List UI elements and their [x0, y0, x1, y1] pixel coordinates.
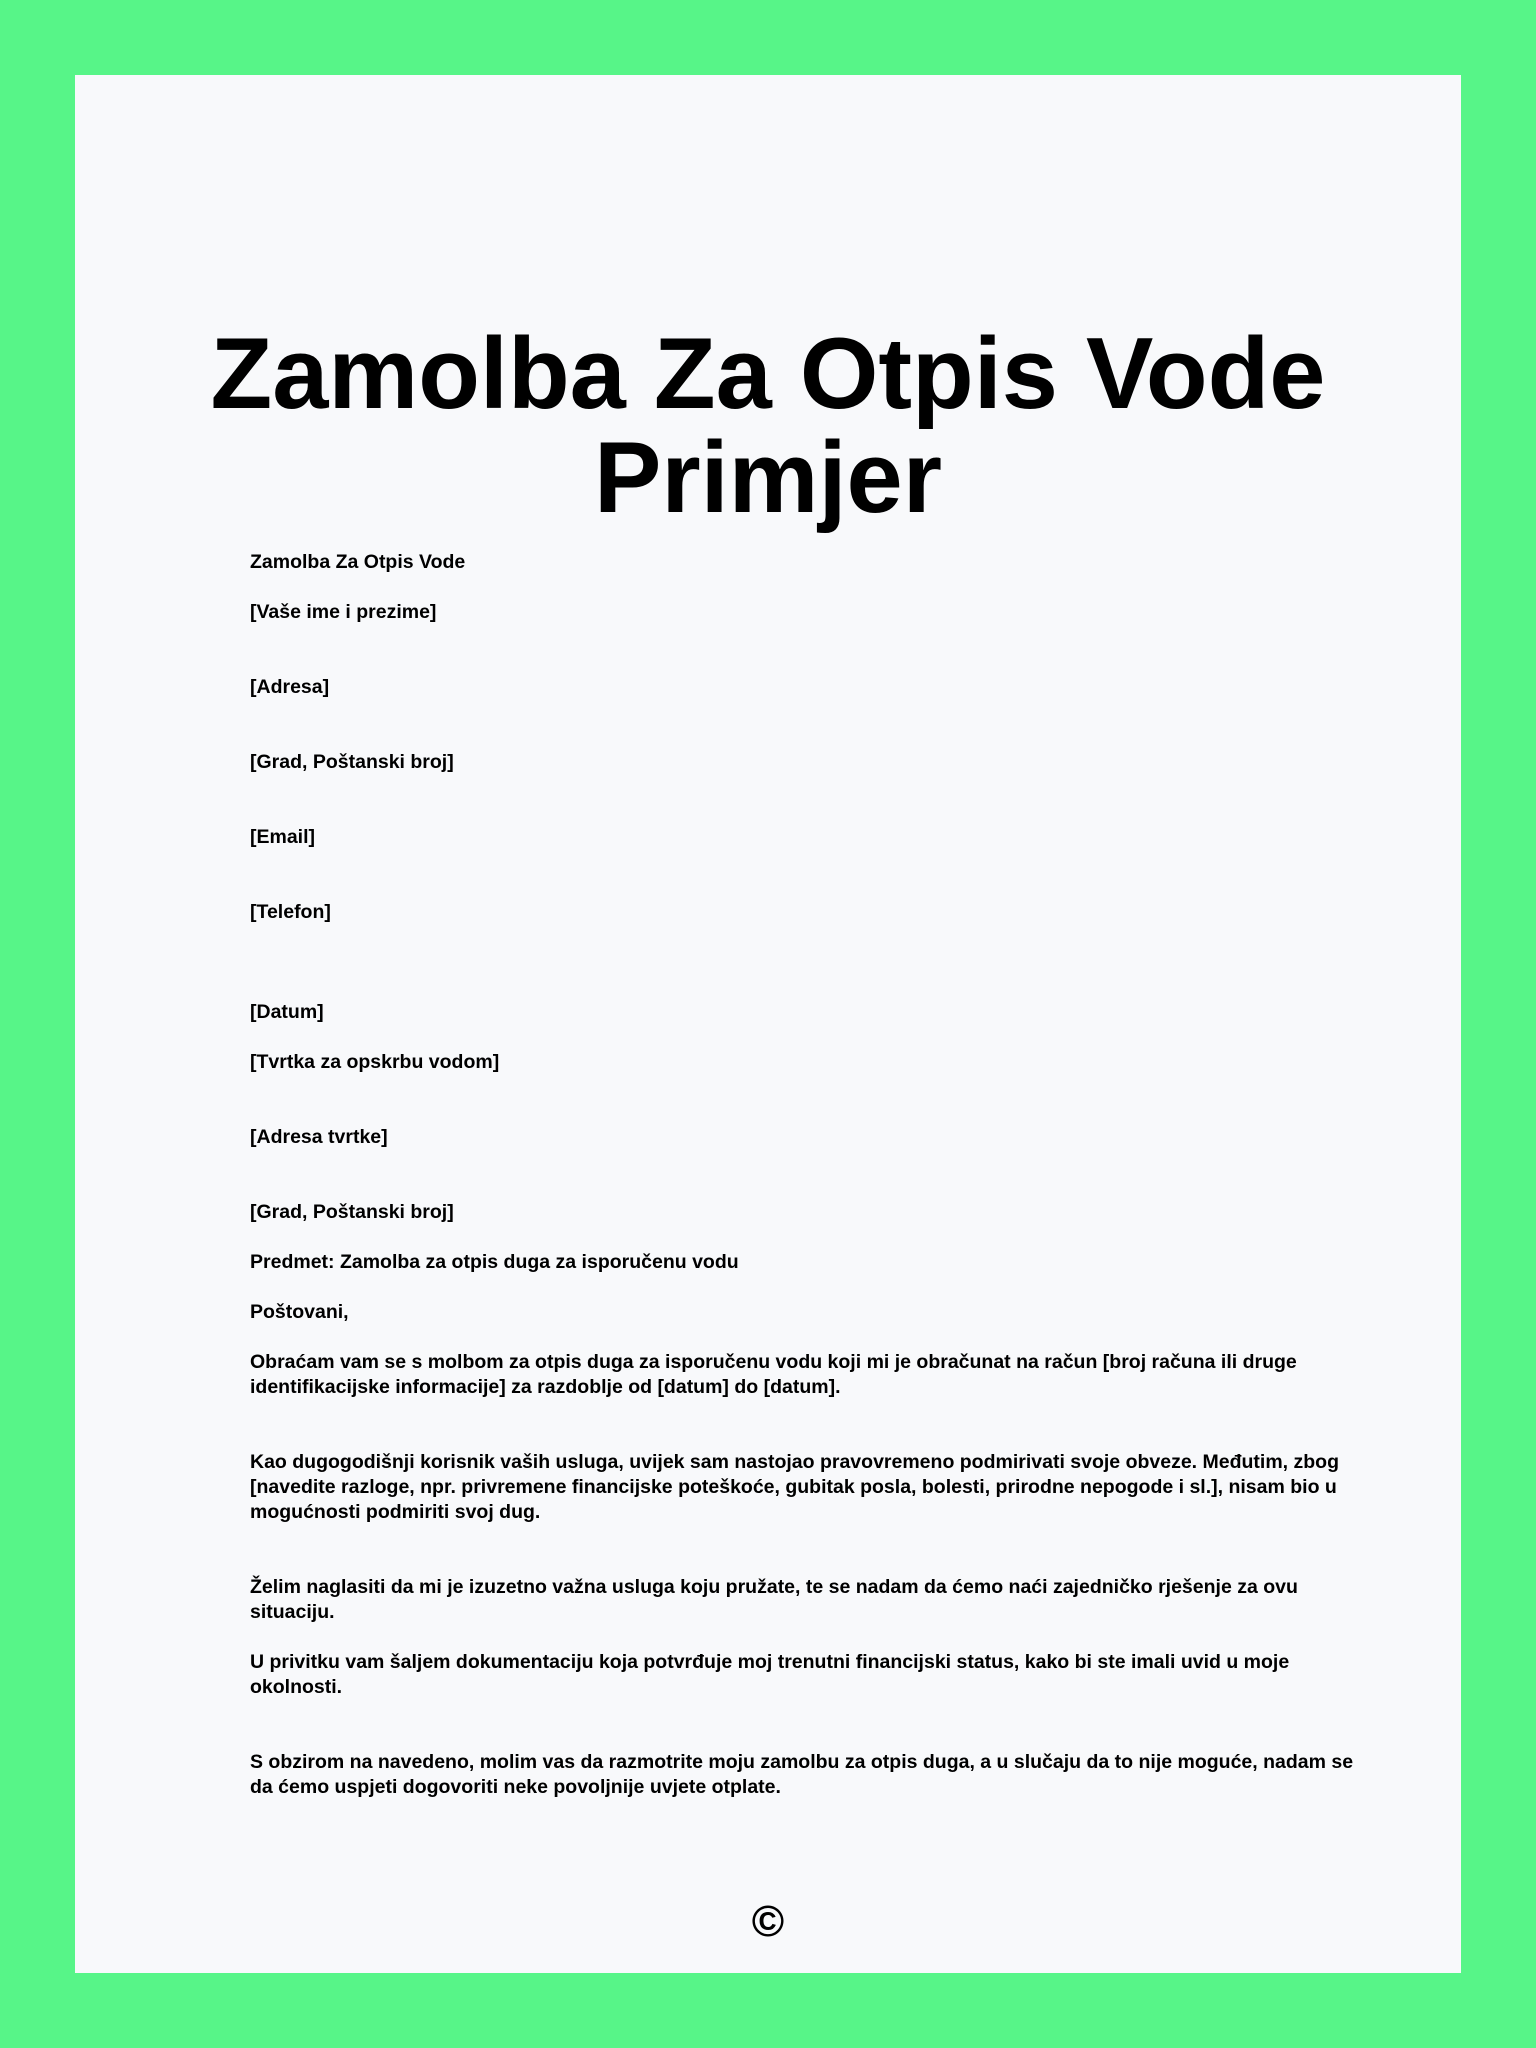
- sender-email: [Email]: [250, 826, 316, 848]
- body-paragraph-3: Želim naglasiti da mi je izuzetno važna usluga koju pružate, te se nadam da ćemo naći zajedničko rješenje za ovu situaciju.: [250, 1576, 1298, 1623]
- body-paragraph-1: Obraćam vam se s molbom za otpis duga za isporučenu vodu koji mi je obračunat na račun [broj računa ili druge identifikacijske informacije] za razdoblje od [datum] do [datum].: [250, 1351, 1297, 1398]
- sender-phone: [Telefon]: [250, 901, 331, 923]
- sender-address: [Adresa]: [250, 676, 330, 698]
- body-paragraph-2: Kao dugogodišnji korisnik vaših usluga, uvijek sam nastojao pravovremeno podmirivati svoje obveze. Međutim, zbog [navedite razloge, npr. privremene financijske poteškoće, gubitak posla, bolesti, prirodne nepogode i sl.], nisam bio u mogućnosti podmiriti svoj dug.: [250, 1451, 1339, 1523]
- title-line-1: Zamolba Za Otpis Vode: [210, 318, 1326, 430]
- letter-subject: Predmet: Zamolba za otpis duga za isporučenu vodu: [250, 1251, 739, 1273]
- title-line-2: Primjer: [593, 422, 943, 534]
- recipient-address: [Adresa tvrtke]: [250, 1126, 388, 1148]
- letter-salutation: Poštovani,: [250, 1301, 349, 1323]
- recipient-company: [Tvrtka za opskrbu vodom]: [250, 1051, 500, 1073]
- copyright-icon: ©: [751, 1897, 785, 1946]
- sender-city: [Grad, Poštanski broj]: [250, 751, 454, 773]
- page-title: [75, 318, 1461, 534]
- letter-heading: Zamolba Za Otpis Vode: [250, 551, 466, 573]
- document-page: [75, 75, 1461, 1973]
- body-paragraph-5: S obzirom na navedeno, molim vas da razmotrite moju zamolbu za otpis duga, a u slučaju da to nije moguće, nadam se da ćemo uspjeti dogovoriti neke povoljnije uvjete otplate.: [250, 1751, 1354, 1798]
- letter-date: [Datum]: [250, 1001, 324, 1023]
- recipient-city: [Grad, Poštanski broj]: [250, 1201, 454, 1223]
- sender-name: [Vaše ime i prezime]: [250, 601, 437, 623]
- body-paragraph-4: U privitku vam šaljem dokumentaciju koja potvrđuje moj trenutni financijski status, kako bi ste imali uvid u moje okolnosti.: [250, 1651, 1290, 1698]
